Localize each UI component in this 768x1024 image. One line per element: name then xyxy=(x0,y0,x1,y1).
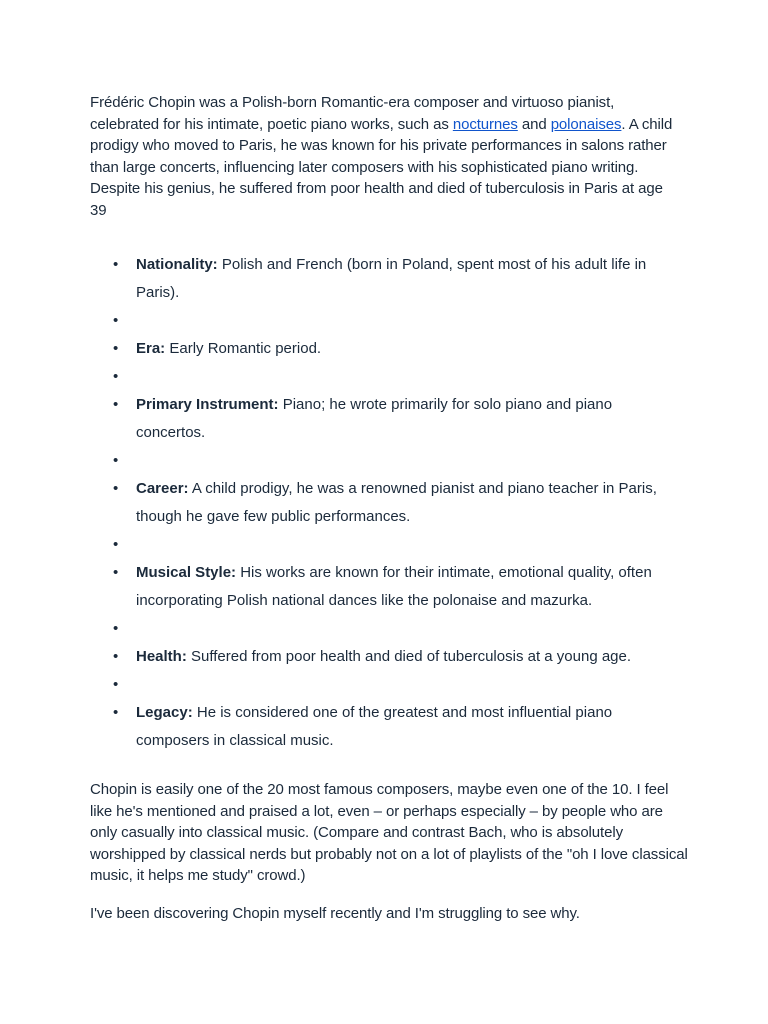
fact-text: Early Romantic period. xyxy=(165,340,322,357)
fact-label: Career: xyxy=(136,480,189,497)
nocturnes-link[interactable]: nocturnes xyxy=(452,115,518,133)
fact-label: Era: xyxy=(136,340,166,357)
list-item xyxy=(90,559,676,615)
bullet-icon: • xyxy=(113,648,119,665)
bullet-icon: • xyxy=(113,480,119,497)
intro-paragraph xyxy=(90,92,680,221)
list-item xyxy=(90,671,676,699)
fact-label: Primary Instrument: xyxy=(136,396,279,413)
fact-label: Musical Style: xyxy=(136,564,237,581)
fact-text: He is considered one of the greatest and most influential piano composers in classical music. xyxy=(136,704,613,749)
list-item xyxy=(90,251,676,307)
facts-list xyxy=(90,251,678,755)
bullet-icon: • xyxy=(113,312,119,329)
polonaises-link[interactable]: polonaises xyxy=(550,115,622,133)
intro-text-2: and xyxy=(517,115,551,133)
list-item xyxy=(90,643,676,671)
bullet-icon: • xyxy=(113,368,119,385)
list-item xyxy=(90,531,676,559)
fact-label: Health: xyxy=(136,648,187,665)
bullet-icon: • xyxy=(113,396,119,413)
opinion-paragraph: Chopin is easily one of the 20 most famous composers, maybe even one of the 10. I feel like he's mentioned and praised a lot, even – or perhaps especially – by people who are only casually into classical music. (Compare and contrast Bach, who is absolutely worshipped by classical nerds but probably not on a lot of playlists of the "oh I love classical music, it helps me study" crowd.) xyxy=(90,781,688,884)
bullet-icon: • xyxy=(113,536,119,553)
bullet-icon: • xyxy=(113,452,119,469)
list-item xyxy=(90,363,676,391)
fact-text: His works are known for their intimate, emotional quality, often incorporating Polish national dances like the polonaise and mazurka. xyxy=(136,564,652,609)
bullet-icon: • xyxy=(113,340,119,357)
list-item xyxy=(90,447,676,475)
list-item xyxy=(90,307,676,335)
list-item xyxy=(90,615,676,643)
bullet-icon: • xyxy=(113,620,119,637)
list-item xyxy=(90,335,676,363)
bullet-icon: • xyxy=(113,704,119,721)
bullet-icon: • xyxy=(113,564,119,581)
fact-text: Polish and French (born in Poland, spent most of his adult life in Paris). xyxy=(136,256,647,301)
fact-text: Piano; he wrote primarily for solo piano and piano concertos. xyxy=(136,396,613,441)
intro-text-3: . A child prodigy who moved to Paris, he was known for his private performances in salons rather than large concerts, influencing later composers with his sophisticated piano writing. Despite his genius, he suffered from poor health and died of tuberculosis in Paris at age 39 xyxy=(90,115,673,219)
closing-paragraph: I've been discovering Chopin myself recently and I'm struggling to see why. xyxy=(90,904,580,922)
list-item xyxy=(90,391,676,447)
fact-text: Suffered from poor health and died of tuberculosis at a young age. xyxy=(186,648,632,665)
fact-label: Nationality: xyxy=(136,256,218,273)
intro-text-1: Frédéric Chopin was a Polish-born Romantic-era composer and virtuoso pianist, celebrated for his intimate, poetic piano works, such as xyxy=(90,94,615,133)
bullet-icon: • xyxy=(113,256,119,273)
list-item xyxy=(90,475,676,531)
fact-text: A child prodigy, he was a renowned pianist and piano teacher in Paris, though he gave few public performances. xyxy=(136,480,657,525)
bullet-icon: • xyxy=(113,676,119,693)
fact-label: Legacy: xyxy=(136,704,193,721)
list-item xyxy=(90,699,676,755)
